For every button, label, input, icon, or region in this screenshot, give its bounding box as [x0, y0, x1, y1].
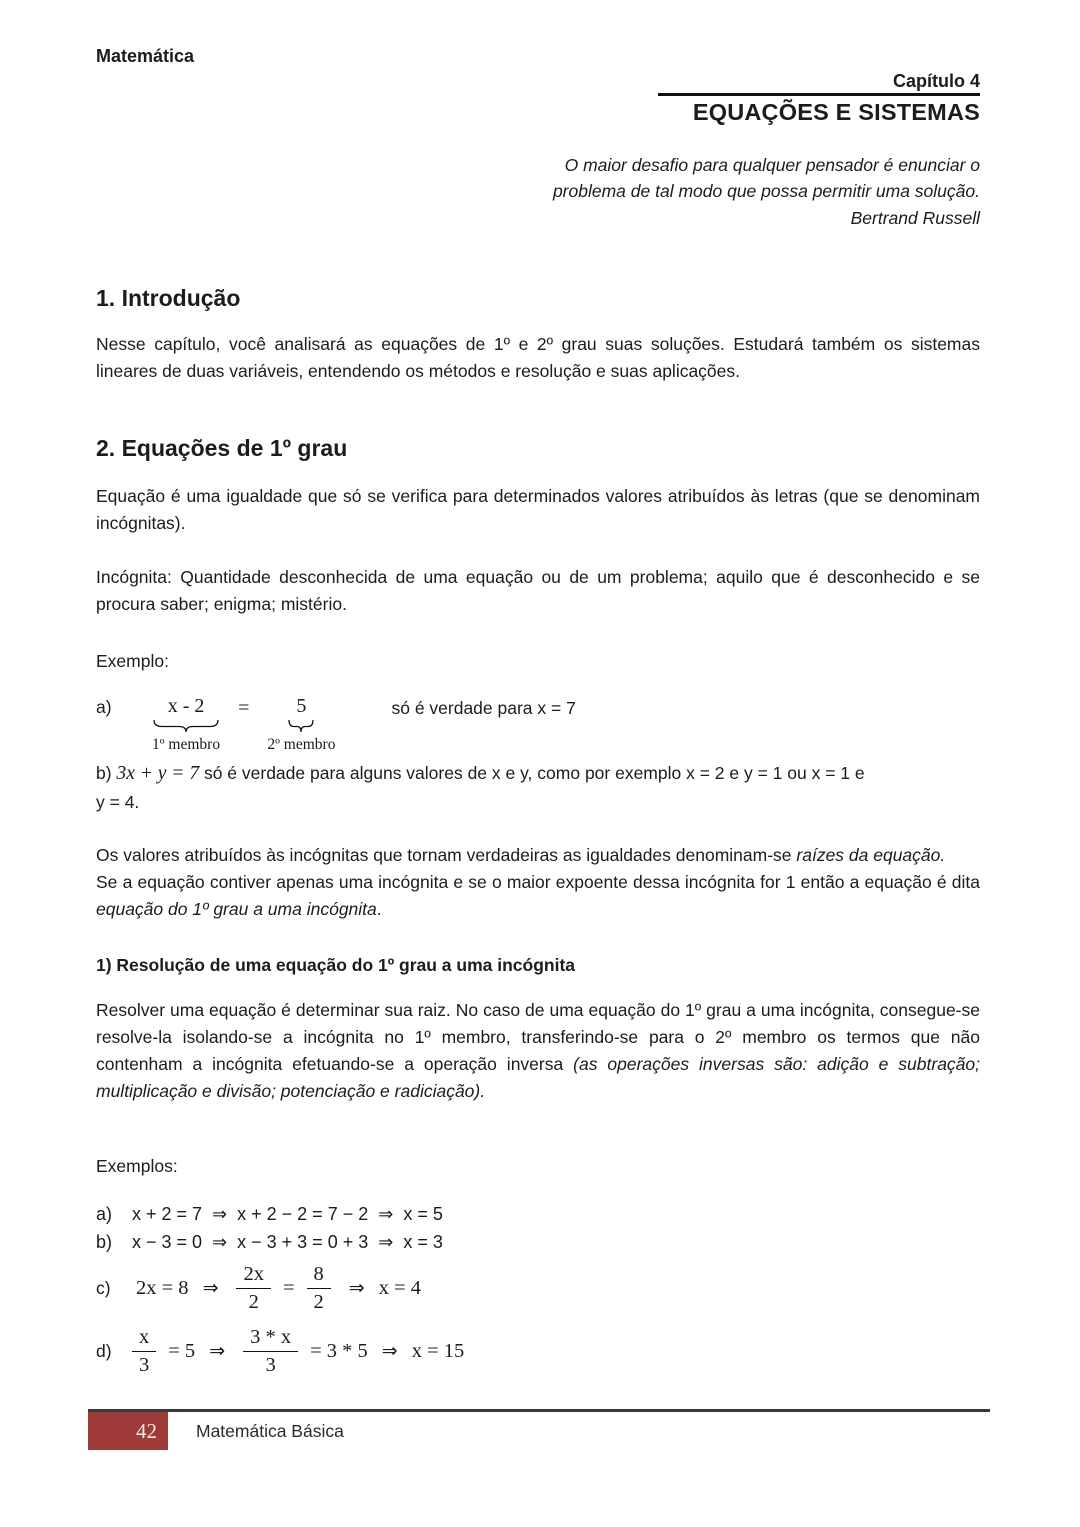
example-b-text: só é verdade para alguns valores de x e y, como por exemplo x = 2 e y = 1 ou x = 1 e	[199, 763, 865, 783]
roots-italic-term: raízes da equação.	[796, 845, 946, 865]
solved-example-a	[96, 1200, 980, 1228]
second-member-term	[267, 695, 335, 756]
intro-paragraph: Nesse capítulo, você analisará as equações de 1º e 2º grau suas soluções. Estudará também os sistemas lineares de duas variáveis, entendendo os métodos e resolução e suas aplicações.	[96, 334, 980, 381]
doc-subject: Matemática	[96, 46, 195, 66]
degree-italic-term: equação do 1º grau a uma incógnita	[96, 899, 377, 919]
solved-example-a-steps: x + 2 = 7 ⇒ x + 2 − 2 = 7 − 2 ⇒ x = 5	[132, 1204, 443, 1224]
section-title-introducao: 1. Introdução	[96, 285, 241, 311]
implies-arrow: ⇒	[209, 1341, 226, 1362]
solved-example-d-label: d)	[96, 1341, 112, 1361]
fraction-x-over-3	[132, 1325, 156, 1378]
fraction-denominator: 3	[265, 1354, 276, 1376]
fraction-2x-over-2	[236, 1262, 271, 1315]
equals-sign: =	[282, 1277, 295, 1299]
solved-example-b-label: b)	[96, 1232, 113, 1252]
example-b-row	[96, 759, 980, 816]
roots-degree-block	[96, 842, 980, 923]
chapter-header	[658, 71, 980, 126]
resolver-italic-text: (as operações inversas são: adição e subtração; multiplicação e divisão; potenciação e radiciação).	[96, 1054, 981, 1101]
solved-example-c-label: c)	[96, 1278, 111, 1298]
fraction-3x-over-3	[243, 1325, 298, 1378]
fraction-numerator: 8	[307, 1262, 331, 1289]
page-number: 42	[136, 1418, 157, 1443]
book-title: Matemática Básica	[196, 1420, 344, 1441]
example-b-line2: y = 4.	[96, 792, 140, 812]
examples-label: Exemplos:	[96, 1156, 178, 1176]
c-result: x = 4	[378, 1277, 422, 1299]
example-label: Exemplo:	[96, 651, 169, 671]
equation-definition-paragraph: Equação é uma igualdade que só se verifica para determinados valores atribuídos às letras (que se denominam incógnitas).	[96, 486, 980, 533]
quote-line: O maior desafio para qualquer pensador é enunciar o	[564, 155, 980, 175]
first-member-label: 1º membro	[152, 736, 221, 753]
fraction-denominator: 2	[313, 1291, 324, 1313]
first-member-term	[152, 695, 220, 756]
fraction-numerator: 3 * x	[243, 1325, 298, 1352]
chapter-label: Capítulo 4	[658, 71, 980, 96]
degree-text: Se a equação contiver apenas uma incógnita e se o maior expoente dessa incógnita for 1 então a equação é dita	[96, 872, 980, 892]
epigraph-quote	[96, 152, 980, 231]
example-a-note: só é verdade para x = 7	[391, 698, 576, 718]
lhs-expression: x - 2	[167, 695, 205, 717]
section-title-equacoes: 2. Equações de 1º grau	[96, 435, 348, 461]
example-b-label: b)	[96, 763, 112, 783]
chapter-title: EQUAÇÕES E SISTEMAS	[692, 99, 980, 125]
page-footer	[88, 1409, 990, 1450]
d-mid-equation: = 5	[168, 1340, 196, 1362]
d-result: x = 15	[411, 1340, 465, 1362]
roots-paragraph	[96, 842, 980, 869]
fraction-denominator: 3	[139, 1354, 150, 1376]
second-member-label: 2º membro	[267, 736, 336, 753]
equals-sign: =	[238, 697, 250, 719]
resolver-text: Resolver uma equação é determinar sua raiz. No caso de uma equação do 1º grau a uma incógnita, consegue-se resolve-la isolando-se a incógnita no 1º membro, transferindo-se para o 2º membro os termos que não contenham a incógnita efetuando-se a operação inversa	[96, 1000, 980, 1074]
example-a-label: a)	[96, 697, 112, 717]
footer-row	[88, 1412, 990, 1450]
solved-example-b-steps: x − 3 = 0 ⇒ x − 3 + 3 = 0 + 3 ⇒ x = 3	[132, 1232, 443, 1252]
solved-example-a-label: a)	[96, 1204, 113, 1224]
quote-line: problema de tal modo que possa permitir uma solução.	[552, 181, 980, 201]
solved-example-c	[96, 1262, 980, 1315]
degree-paragraph	[96, 869, 980, 923]
example-b-line1	[96, 759, 980, 788]
fraction-numerator: x	[132, 1325, 156, 1352]
implies-arrow: ⇒	[381, 1341, 398, 1362]
underbrace-icon	[153, 719, 219, 732]
fraction-numerator: 2x	[236, 1262, 271, 1289]
implies-arrow: ⇒	[348, 1278, 365, 1299]
example-b-equation: 3x + y = 7	[116, 763, 200, 784]
example-a-row	[96, 695, 980, 756]
incognita-definition-paragraph: Incógnita: Quantidade desconhecida de uma equação ou de um problema; aquilo que é desconhecido e se procura saber; enigma; mistério.	[96, 567, 980, 614]
subsection-title-resolucao: 1) Resolução de uma equação do 1º grau a uma incógnita	[96, 955, 576, 975]
underbrace-icon	[288, 719, 314, 732]
fraction-denominator: 2	[248, 1291, 259, 1313]
roots-text: Os valores atribuídos às incógnitas que tornam verdadeiras as igualdades denominam-se	[96, 845, 797, 865]
solved-example-b	[96, 1228, 980, 1256]
quote-author: Bertrand Russell	[850, 208, 980, 228]
rhs-expression: 5	[296, 695, 307, 717]
page-number-box	[88, 1412, 168, 1450]
fraction-8-over-2	[307, 1262, 331, 1315]
resolver-paragraph	[96, 997, 980, 1105]
d-mid-equation2: = 3 * 5	[310, 1340, 368, 1362]
solved-example-d	[96, 1325, 980, 1378]
implies-arrow: ⇒	[202, 1278, 219, 1299]
c-lead-equation: 2x = 8	[136, 1277, 189, 1299]
degree-period: .	[376, 899, 382, 919]
